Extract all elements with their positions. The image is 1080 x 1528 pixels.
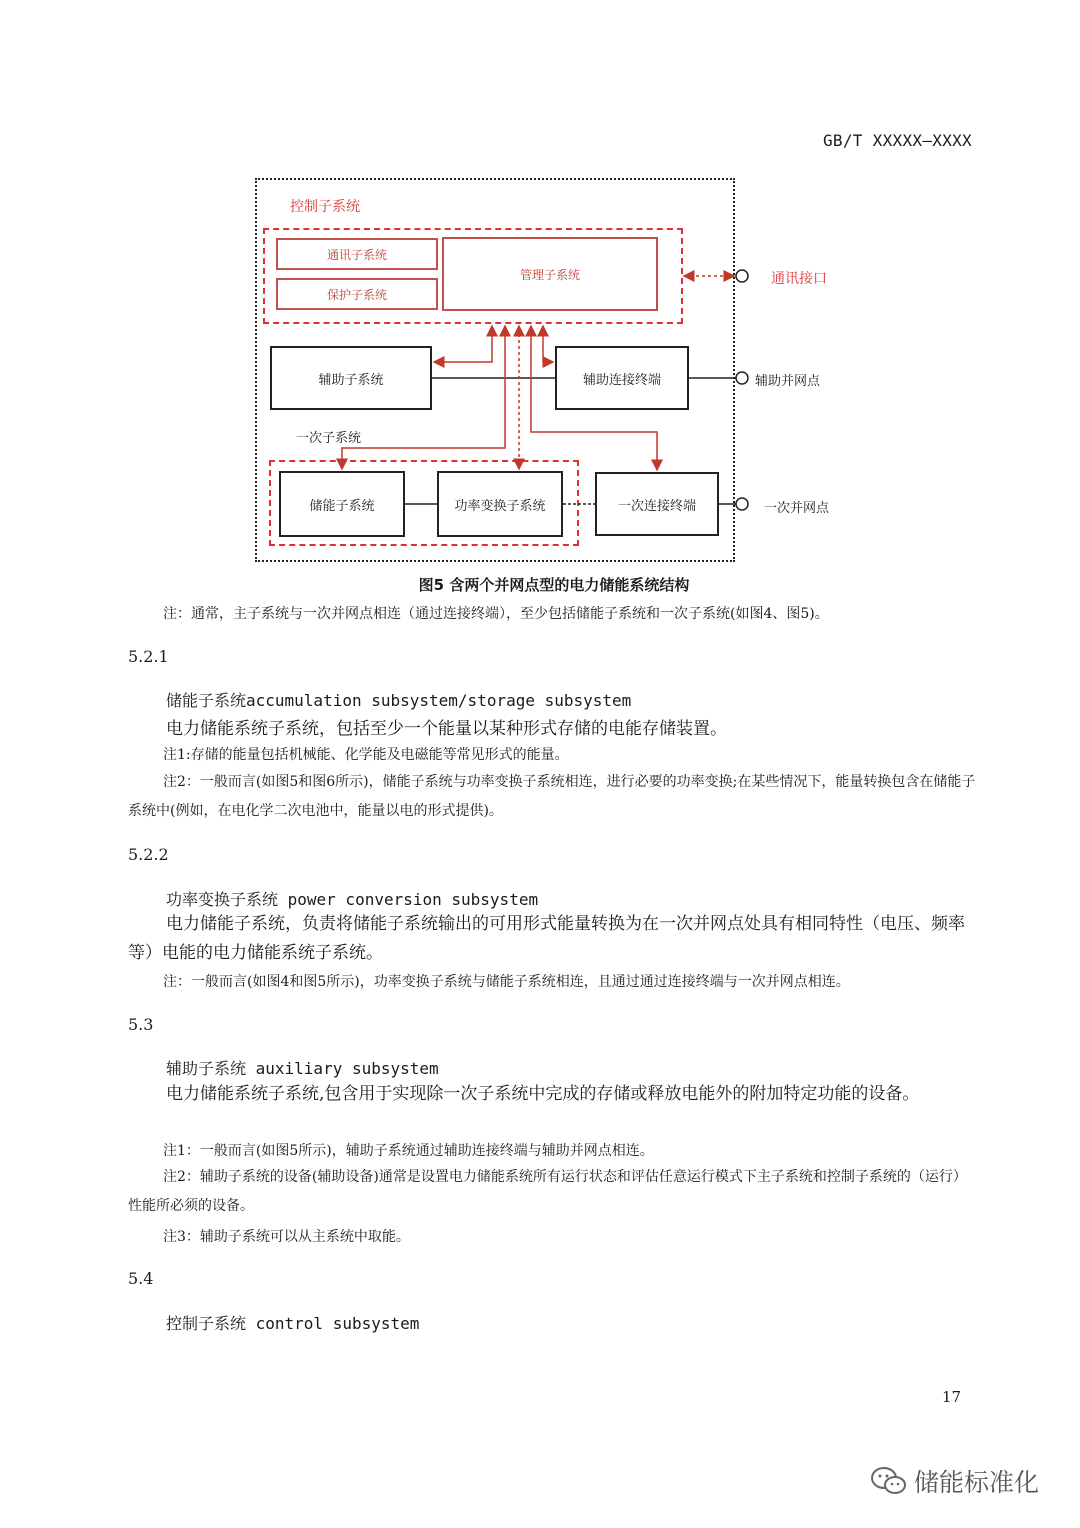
aux-grid-point-label: 辅助并网点: [755, 374, 821, 389]
section-number: 5.2.1: [128, 647, 169, 666]
management-subsystem-box: 管理子系统: [442, 237, 658, 311]
term-note: 注2：辅助子系统的设备(辅助设备)通常是设置电力储能系统所有运行状态和评估任意运行模式下主子系统和控制子系统的（运行）性能所必须的设备。: [128, 1169, 967, 1214]
term-note: 注3：辅助子系统可以从主系统中取能。: [163, 1229, 410, 1245]
section-number: 5.4: [128, 1269, 154, 1288]
figure-5-diagram: [0, 0, 1080, 600]
protection-subsystem-box: 保护子系统: [276, 278, 438, 310]
aux-subsystem-box: 辅助子系统: [270, 346, 432, 410]
pcs-subsystem-box: 功率变换子系统: [437, 471, 563, 537]
primary-grid-point-label: 一次并网点: [764, 501, 830, 516]
primary-subsystem-label: 一次子系统: [296, 431, 362, 446]
link-storage-subsystem: [342, 326, 505, 469]
figure-note: 注：通常，主子系统与一次并网点相连（通过连接终端），至少包括储能子系统和一次子系统(如图4、图5)。: [163, 606, 829, 622]
term-note: 注：一般而言(如图4和图5所示)，功率变换子系统与储能子系统相连，且通过通过连接终端与一次并网点相连。: [163, 974, 850, 990]
primary-grid-port: [736, 498, 748, 510]
comm-subsystem-box: 通讯子系统: [276, 238, 438, 270]
link-aux-terminal: [543, 326, 553, 362]
term-definition: 电力储能系统子系统,包含用于实现除一次子系统中完成的存储或释放电能外的附加特定功能的设备。: [166, 1084, 920, 1104]
term-title: 辅助子系统 auxiliary subsystem: [166, 1059, 439, 1078]
term-note: 注2：一般而言(如图5和图6所示)，储能子系统与功率变换子系统相连，进行必要的功率变换;在某些情况下，能量转换包含在储能子系统中(例如，在电化学二次电池中，能量以电的形式提供)。: [128, 774, 976, 819]
control-subsystem-label: 控制子系统: [290, 199, 360, 215]
page-number: 17: [942, 1388, 962, 1406]
term-definition: 电力储能子系统，负责将储能子系统输出的可用形式能量转换为在一次并网点处具有相同特性（电压、频率等）电能的电力储能系统子系统。: [128, 914, 965, 963]
watermark-text: 储能标准化: [914, 1468, 1040, 1497]
standard-number: GB/T XXXXX—XXXX: [823, 131, 972, 150]
section-number: 5.3: [128, 1015, 154, 1034]
section-number: 5.2.2: [128, 845, 169, 864]
primary-terminal-box: 一次连接终端: [595, 472, 719, 536]
term-title: 控制子系统 control subsystem: [166, 1314, 420, 1333]
wechat-icon: [870, 1466, 908, 1496]
link-primary-terminal: [531, 326, 657, 470]
term-definition: 电力储能系统子系统，包括至少一个能量以某种形式存储的电能存储装置。: [166, 719, 727, 739]
term-note: 注1：一般而言(如图5所示)，辅助子系统通过辅助连接终端与辅助并网点相连。: [163, 1143, 654, 1159]
diagram-connectors: [0, 0, 1080, 600]
figure-caption: 图5 含两个并网点型的电力储能系统结构: [418, 576, 690, 594]
storage-subsystem-box: 储能子系统: [279, 471, 405, 537]
term-title: 储能子系统accumulation subsystem/storage subsystem: [166, 691, 632, 710]
comm-interface-port: [736, 270, 748, 282]
term-note: 注1:存储的能量包括机械能、化学能及电磁能等常见形式的能量。: [163, 747, 569, 763]
comm-interface-label: 通讯接口: [771, 271, 827, 287]
link-aux-subsystem: [434, 326, 492, 362]
term-title: 功率变换子系统 power conversion subsystem: [166, 890, 539, 909]
watermark: [870, 1463, 1039, 1499]
aux-terminal-box: 辅助连接终端: [555, 346, 689, 410]
aux-grid-port: [736, 372, 748, 384]
